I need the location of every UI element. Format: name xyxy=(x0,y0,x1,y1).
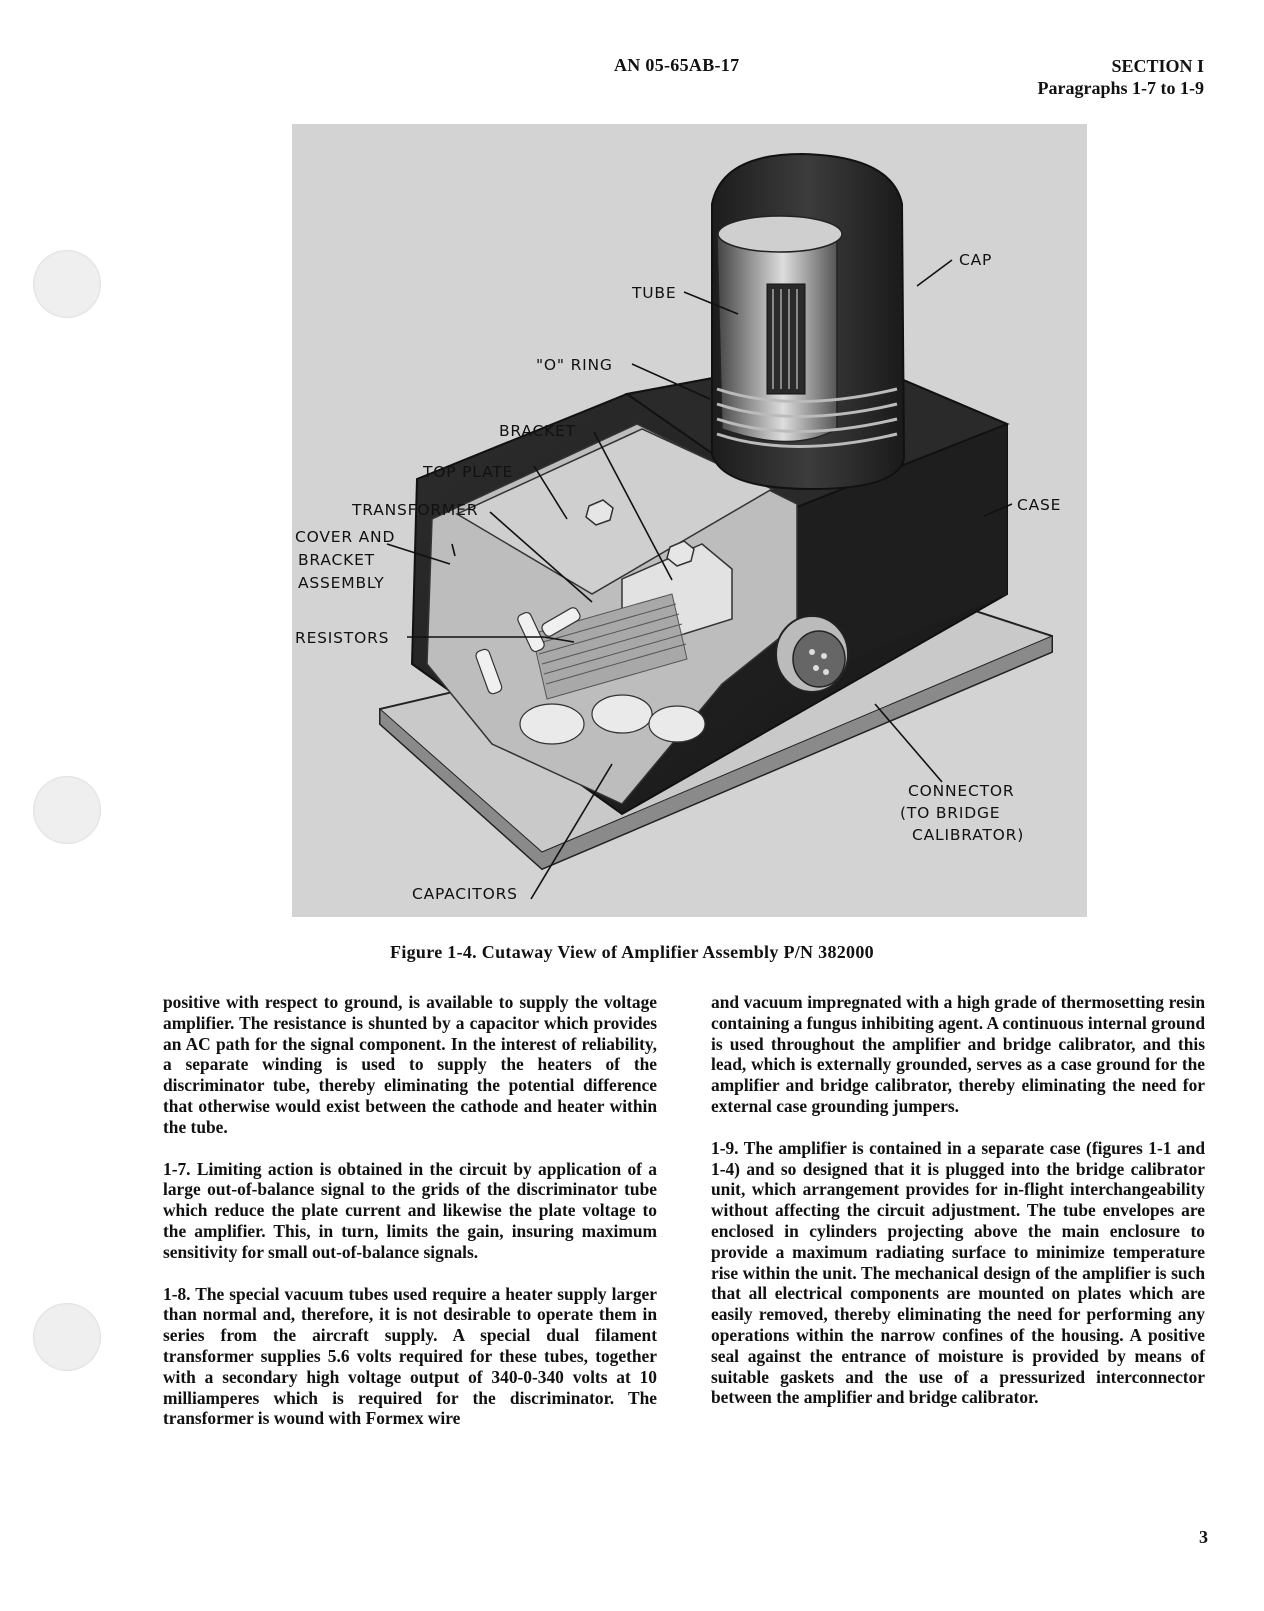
text-column-right xyxy=(711,992,1205,1429)
document-number: AN 05-65AB-17 xyxy=(614,55,740,75)
amplifier-cutaway-figure xyxy=(292,124,1087,917)
binder-hole-middle xyxy=(33,776,101,844)
label-connector-line1: CONNECTOR xyxy=(908,782,1015,800)
text-column-left xyxy=(163,992,657,1450)
label-connector-line2: (TO BRIDGE xyxy=(900,804,1001,822)
label-transformer: TRANSFORMER xyxy=(352,501,479,519)
paragraph-1-8: 1-8. The special vacuum tubes used require a heater supply larger than normal and, therefore, it is not desirable to operate them in series from the aircraft supply. A special dual filament transformer supplies 5.6 volts required for these tubes, together with a secondary high voltage output of 340-0-340 volts at 10 milliamperes which is required for the discriminator. The transformer is wound with Formex wire xyxy=(163,1283,657,1429)
paragraph-1-8-continued: and vacuum impregnated with a high grade of thermosetting resin containing a fungus inhibiting agent. A continuous internal ground is used throughout the amplifier and bridge calibrator, and this lead, which is externally grounded, serves as a case ground for the amplifier and bridge calibrator, thereby eliminating the need for external case grounding jumpers. xyxy=(711,992,1206,1116)
label-case: CASE xyxy=(1017,496,1062,514)
label-bracket: BRACKET xyxy=(499,422,576,440)
binder-hole-bottom xyxy=(33,1303,101,1371)
label-o-ring: "O" RING xyxy=(536,356,613,374)
label-cap: CAP xyxy=(959,251,993,269)
label-tube: TUBE xyxy=(632,284,677,302)
paragraph-range: Paragraphs 1-7 to 1-9 xyxy=(1037,78,1204,98)
page-number: 3 xyxy=(1199,1527,1208,1547)
amplifier-illustration xyxy=(292,124,1087,917)
label-capacitors: CAPACITORS xyxy=(412,885,518,903)
label-top-plate: TOP PLATE xyxy=(423,463,514,481)
label-resistors: RESISTORS xyxy=(295,629,390,647)
label-connector-line3: CALIBRATOR) xyxy=(912,826,1025,844)
section-title: SECTION I xyxy=(1111,56,1204,76)
label-cover-line3: ASSEMBLY xyxy=(298,574,385,592)
label-cover-line2: BRACKET xyxy=(298,551,375,569)
section-header xyxy=(1038,55,1204,99)
paragraph-1-9: 1-9. The amplifier is contained in a separate case (figures 1-1 and 1-4) and so designed that it is plugged into the bridge calibrator unit, which arrangement provides for in-flight interchangeability without affecting the circuit adjustment. The tube envelopes are enclosed in cylinders projecting above the main enclosure to provide a maximum radiating surface to minimize temperature rise within the unit. The mechanical design of the amplifier is such that all electrical components are mounted on plates which are easily removed, thereby eliminating the need for performing any operations within the narrow confines of the housing. A positive seal against the entrance of moisture is provided by means of suitable gaskets and the use of a pressurized interconnector between the amplifier and bridge calibrator. xyxy=(711,1137,1205,1408)
binder-hole-top xyxy=(33,250,101,318)
paragraph-1-7: 1-7. Limiting action is obtained in the circuit by application of a large out-of-balance signal to the grids of the discriminator tube which reduce the plate current and likewise the plate voltage to the amplifier. This, in turn, limits the gain, insuring maximum sensitivity for small out-of-balance signals. xyxy=(163,1158,657,1262)
figure-caption: Figure 1-4. Cutaway View of Amplifier Assembly P/N 382000 xyxy=(390,942,874,962)
paragraph-continued: positive with respect to ground, is available to supply the voltage amplifier. The resistance is shunted by a capacitor which provides an AC path for the signal component. In the interest of reliability, a separate winding is used to supply the heaters of the discriminator tube, thereby eliminating the potential difference that otherwise would exist between the cathode and heater within the tube. xyxy=(163,992,657,1137)
label-cover-line1: COVER AND xyxy=(295,528,396,546)
